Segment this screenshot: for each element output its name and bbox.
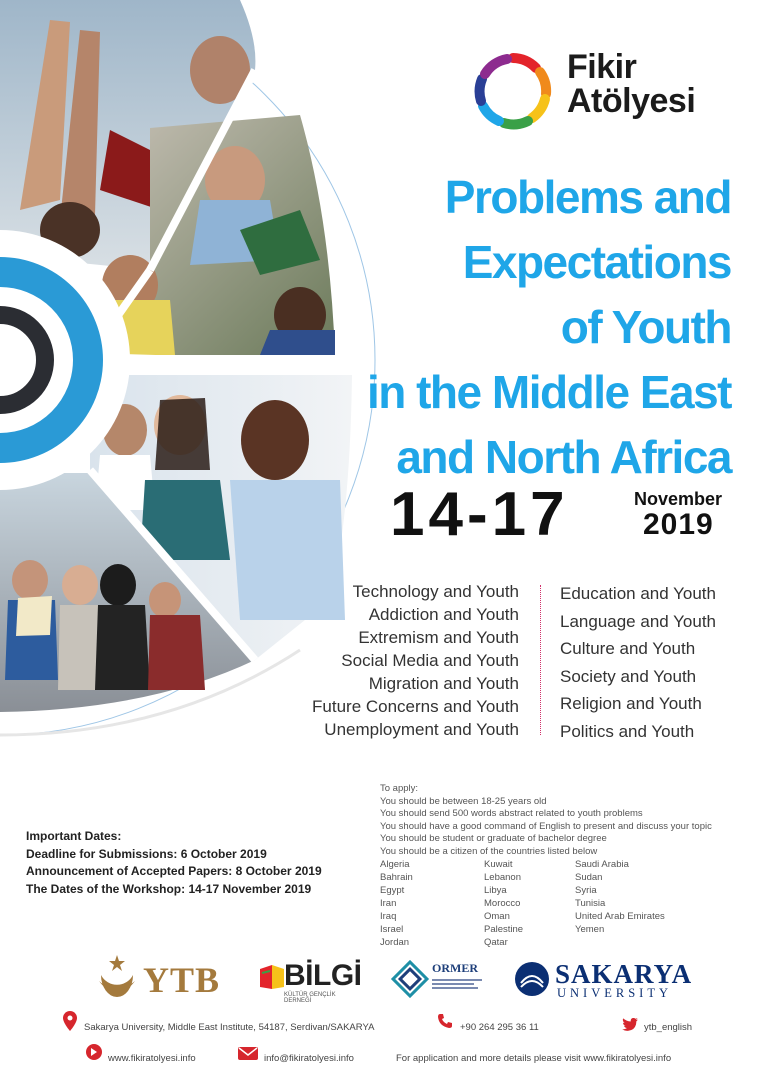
topic-item: Education and Youth xyxy=(560,584,716,603)
event-year: 2019 xyxy=(643,508,714,541)
country: Qatar xyxy=(484,937,508,948)
location-pin-icon xyxy=(63,1011,77,1031)
title-line-4: in the Middle East xyxy=(366,366,731,418)
brand-line-1: Fikir xyxy=(567,48,637,86)
brand-line-2: Atölyesi xyxy=(567,82,696,120)
country: Lebanon xyxy=(484,872,521,883)
title-line-5: and North Africa xyxy=(396,431,731,483)
apply-rule: You should be student or graduate of bachelor degree xyxy=(380,833,607,844)
ormer-wordmark: ORMER xyxy=(432,961,478,975)
country-column xyxy=(575,858,735,949)
sakarya-emblem-icon xyxy=(513,959,551,999)
email-icon xyxy=(238,1047,258,1060)
country: Saudi Arabia xyxy=(575,859,629,870)
apply-heading: To apply: xyxy=(380,783,419,794)
ormer-knot-icon xyxy=(390,959,430,999)
important-dates-heading: Important Dates: xyxy=(26,829,122,843)
important-date-item: Announcement of Accepted Papers: 8 October 2019 xyxy=(26,864,322,878)
country: Iraq xyxy=(380,911,397,922)
phone-icon xyxy=(437,1013,453,1029)
ytb-crescent-icon xyxy=(95,953,139,1003)
footer-note: For application and more details please visit www.fikiratolyesi.info xyxy=(396,1053,672,1064)
sakarya-wordmark: SAKARYA xyxy=(555,959,693,989)
country-list xyxy=(380,858,750,949)
footer-phone: +90 264 295 36 11 xyxy=(460,1022,539,1033)
bilgi-wordmark: BİLGİ xyxy=(284,959,362,992)
web-icon xyxy=(86,1044,102,1060)
country: Jordan xyxy=(380,937,410,948)
book-icon xyxy=(258,961,286,991)
country-column xyxy=(380,858,484,949)
topic-item: Future Concerns and Youth xyxy=(312,697,519,716)
topic-item: Migration and Youth xyxy=(368,674,519,693)
ormer-logo xyxy=(390,953,485,1003)
sakarya-university-logo xyxy=(513,953,693,1003)
topic-item: Society and Youth xyxy=(560,666,697,686)
topics-right-list xyxy=(560,580,760,745)
footer-address: Sakarya University, Middle East Institute, 54187, Serdivan/SAKARYA xyxy=(84,1022,375,1033)
apply-rule: You should have a good command of English to present and discuss your topic xyxy=(380,820,712,832)
bilgi-logo xyxy=(258,953,362,1004)
footer-email: info@fikiratolyesi.info xyxy=(264,1053,354,1064)
country: Algeria xyxy=(380,859,410,870)
bilgi-subtitle: KÜLTÜR GENÇLİK DERNEĞİ xyxy=(284,992,336,1004)
country: Iran xyxy=(380,898,397,909)
apply-rule: You should send 500 words abstract related to youth problems xyxy=(380,808,643,819)
country: Tunisia xyxy=(575,898,606,909)
twitter-icon xyxy=(622,1018,638,1031)
fikir-atolyesi-logo-icon xyxy=(474,52,552,130)
country: Israel xyxy=(380,924,404,935)
title-line-1: Problems and xyxy=(444,171,731,223)
topic-item: Language and Youth xyxy=(560,611,717,631)
footer-twitter: ytb_english xyxy=(644,1022,693,1033)
event-date-range: 14-17 xyxy=(390,480,569,549)
ormer-subtitle-lines xyxy=(432,977,482,991)
event-month: November xyxy=(634,489,723,509)
topic-item: Culture and Youth xyxy=(560,639,696,658)
country: United Arab Emirates xyxy=(575,911,665,922)
topic-item: Social Media and Youth xyxy=(341,651,519,670)
topic-item: Religion and Youth xyxy=(560,694,702,713)
country: Bahrain xyxy=(380,872,413,883)
sakarya-subtitle: UNIVERSITY xyxy=(557,986,672,1000)
country: Morocco xyxy=(484,898,521,909)
important-date-item: Deadline for Submissions: 6 October 2019 xyxy=(26,846,267,861)
brand-name xyxy=(567,50,695,118)
event-title xyxy=(271,165,731,490)
topics-divider xyxy=(540,585,541,735)
apply-requirements xyxy=(380,783,750,949)
title-line-2: Expectations xyxy=(462,236,731,288)
country: Syria xyxy=(575,885,597,896)
topic-item: Extremism and Youth xyxy=(358,628,519,647)
ytb-wordmark: YTB xyxy=(143,960,221,1000)
topics-left-list xyxy=(219,580,519,741)
important-dates xyxy=(26,828,322,898)
topic-item: Technology and Youth xyxy=(352,582,519,601)
apply-rule: You should be between 18-25 years old xyxy=(380,795,547,807)
topic-item: Addiction and Youth xyxy=(368,605,519,624)
country: Yemen xyxy=(575,924,605,935)
country: Oman xyxy=(484,911,510,922)
footer-website: www.fikiratolyesi.info xyxy=(108,1053,196,1064)
country-column xyxy=(484,858,575,949)
title-line-3: of Youth xyxy=(560,301,731,353)
topic-item: Politics and Youth xyxy=(560,721,695,741)
important-date-item: The Dates of the Workshop: 14-17 November 2019 xyxy=(26,881,312,896)
topic-item: Unemployment and Youth xyxy=(324,720,519,739)
country: Sudan xyxy=(575,872,603,883)
country: Palestine xyxy=(484,924,524,935)
country: Libya xyxy=(484,885,507,896)
ytb-logo xyxy=(95,953,220,1003)
country: Kuwait xyxy=(484,859,513,870)
apply-rule: You should be a citizen of the countries listed below xyxy=(380,845,598,857)
country: Egypt xyxy=(380,885,405,896)
